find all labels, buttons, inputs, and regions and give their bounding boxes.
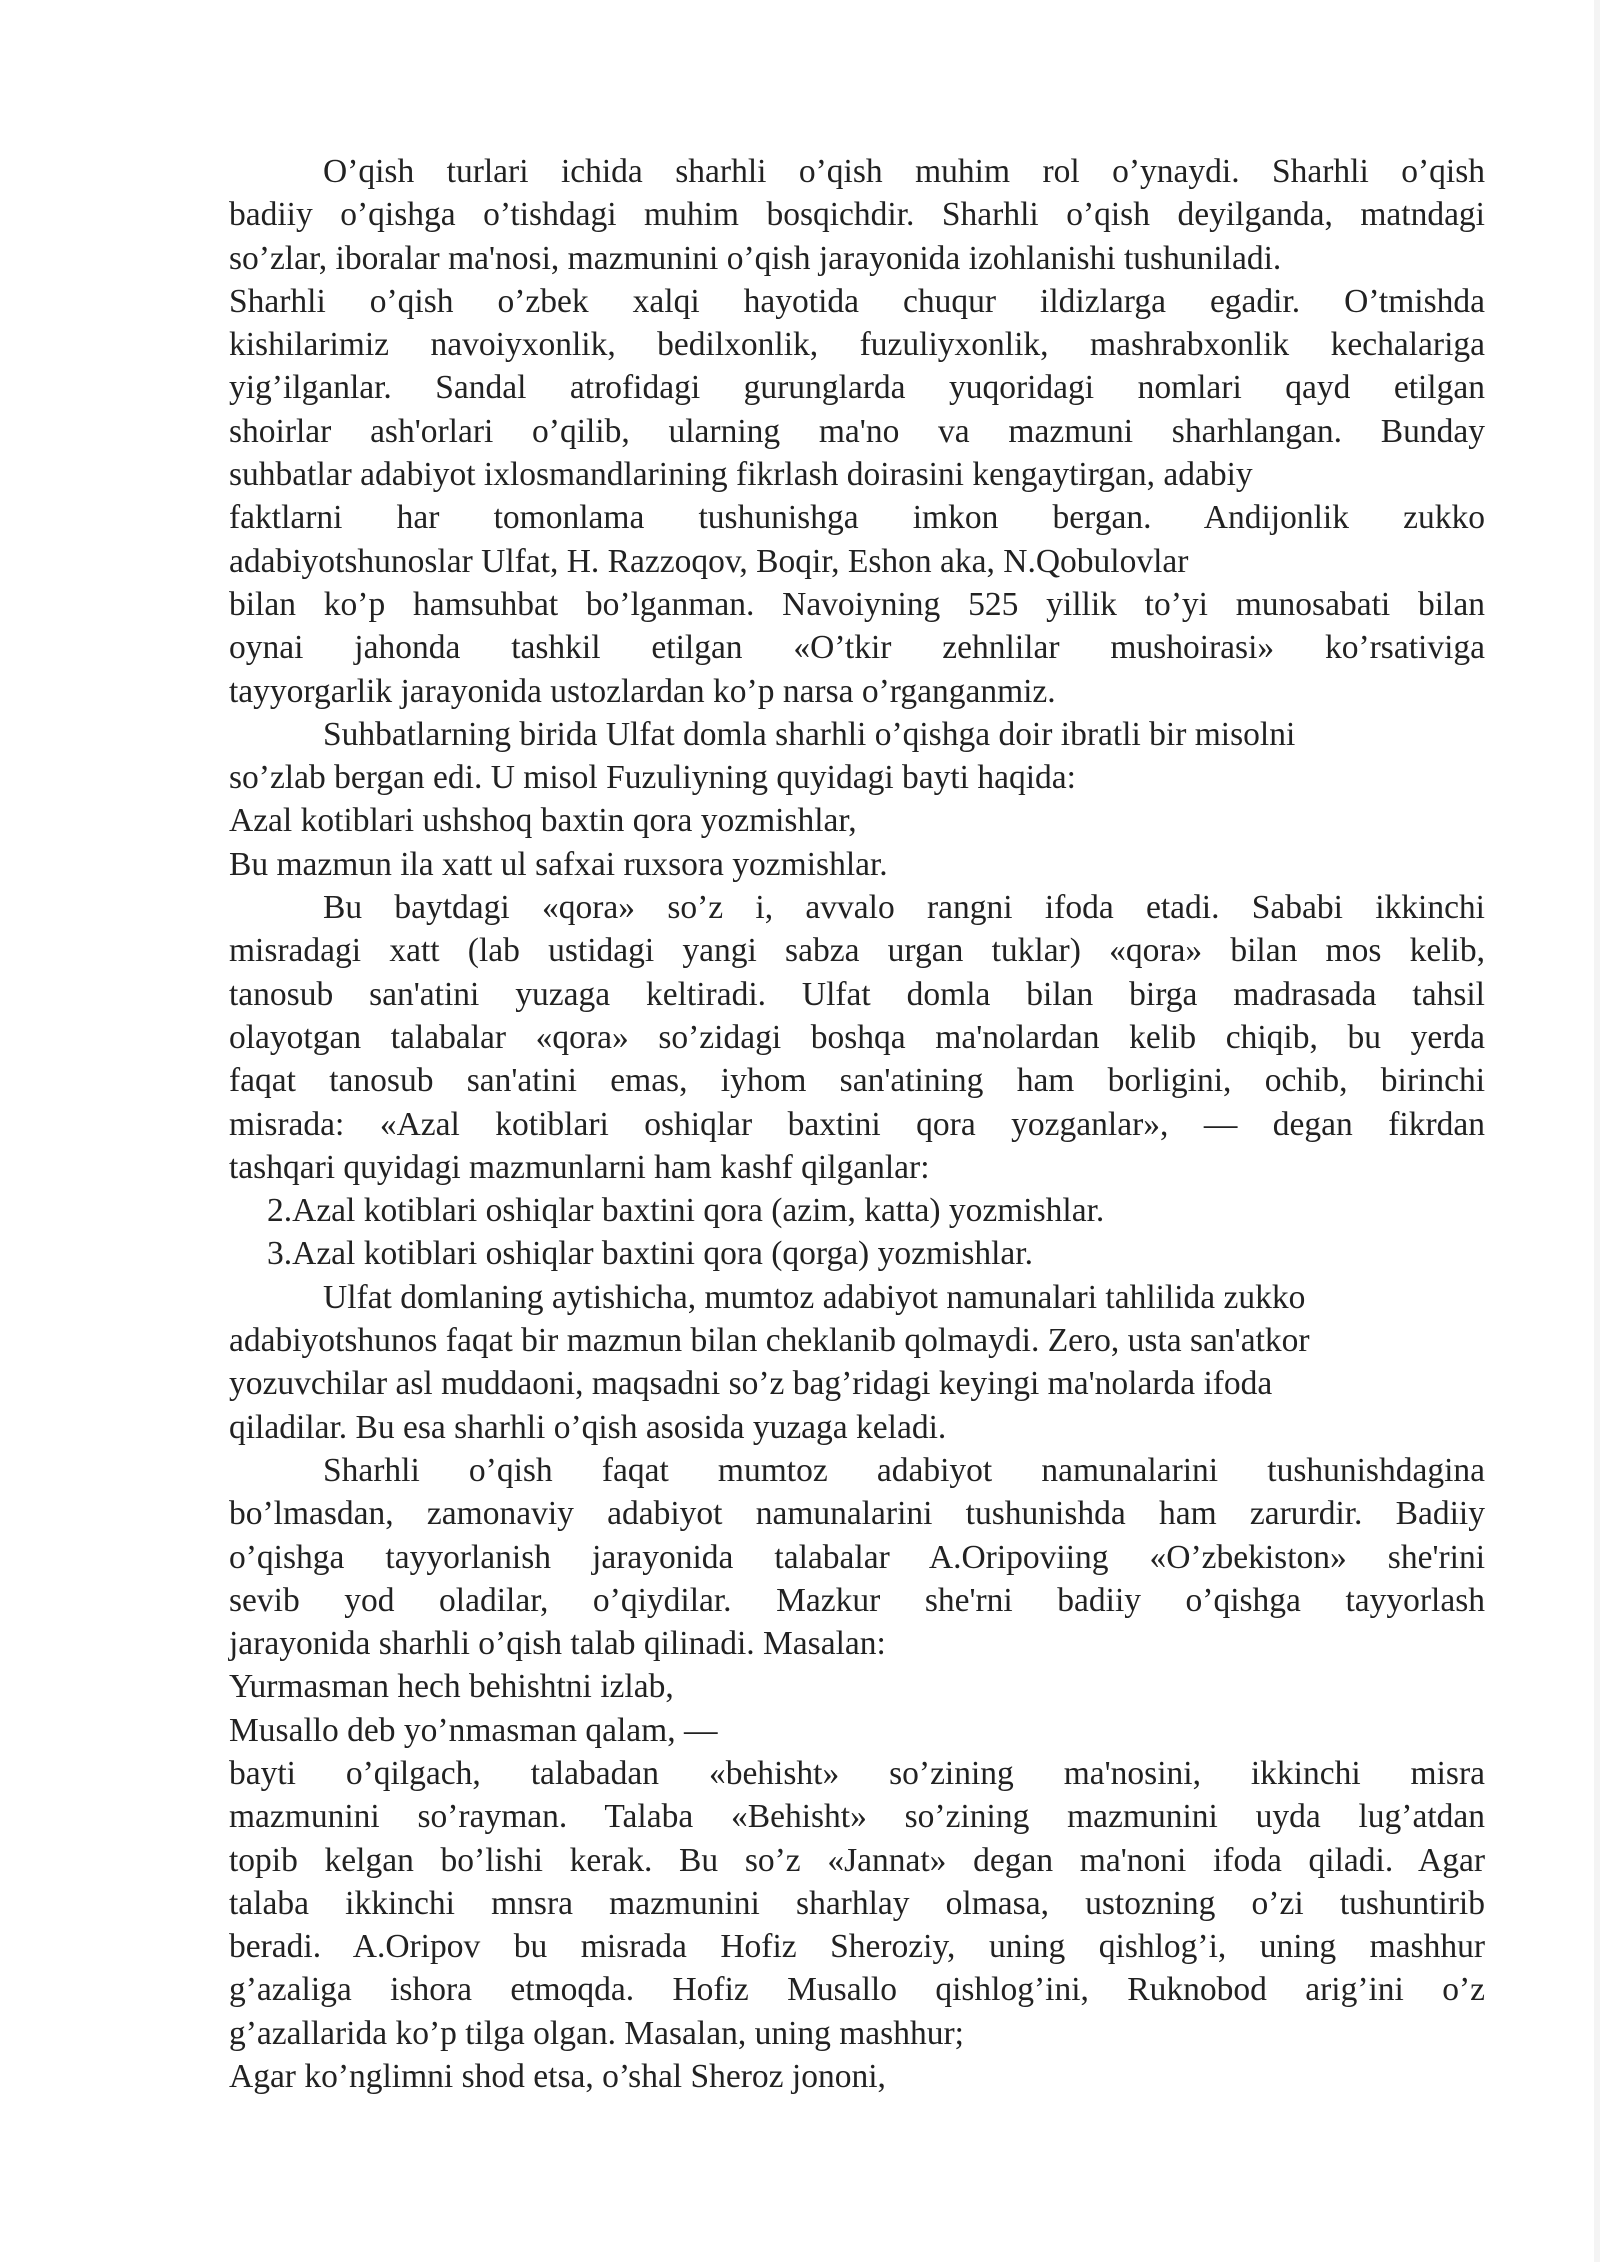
text-line: kishilarimiz navoiyxonlik, bedilxonlik, fuzuliyxonlik, mashrabxonlik kechalariga (229, 326, 1485, 364)
text-line: faktlarni har tomonlama tushunishga imkon bergan. Andijonlik zukko (229, 499, 1485, 537)
text-line: 2.Azal kotiblari oshiqlar baxtini qora (azim, katta) yozmishlar. (267, 1192, 1105, 1230)
text-line: g’azaliga ishora etmoqda. Hofiz Musallo qishlog’ini, Ruknobod arig’ini o’z (229, 1971, 1485, 2009)
text-line: suhbatlar adabiyot ixlosmandlarining fikrlash doirasini kengaytirgan, adabiy (229, 456, 1253, 494)
text-line: tashqari quyidagi mazmunlarni ham kashf qilganlar: (229, 1148, 930, 1186)
text-line: bo’lmasdan, zamonaviy adabiyot namunalarini tushunishda ham zarurdir. Badiiy (229, 1495, 1485, 1533)
text-line: misradagi xatt (lab ustidagi yangi sabza urgan tuklar) «qora» bilan mos kelib, (229, 932, 1485, 970)
text-line: beradi. A.Oripov bu misrada Hofiz Sheroziy, uning qishlog’i, uning mashhur (229, 1928, 1485, 1966)
text-line: Suhbatlarning birida Ulfat domla sharhli o’qishga doir ibratli bir misolni (323, 715, 1296, 753)
text-line: Bu baytdagi «qora» so’z i, avvalo rangni ifoda etadi. Sababi ikkinchi (323, 889, 1485, 927)
text-line: tayyorgarlik jarayonida ustozlardan ko’p narsa o’rganganmiz. (229, 672, 1056, 710)
text-line: adabiyotshunoslar Ulfat, H. Razzoqov, Boqir, Eshon aka, N.Qobulovlar (229, 542, 1189, 580)
text-line: badiiy o’qishga o’tishdagi muhim bosqichdir. Sharhli o’qish deyilganda, matndagi (229, 196, 1485, 234)
text-line: talaba ikkinchi mnsra mazmunini sharhlay olmasa, ustozning o’zi tushuntirib (229, 1884, 1485, 1922)
text-line: o’qishga tayyorlanish jarayonida talabalar A.Oripoviing «O’zbekiston» she'rini (229, 1538, 1485, 1576)
text-line: oynai jahonda tashkil etilgan «O’tkir zehnlilar mushoirasi» ko’rsativiga (229, 629, 1485, 667)
text-line: faqat tanosub san'atini emas, iyhom san'atining ham borligini, ochib, birinchi (229, 1062, 1485, 1100)
text-line: jarayonida sharhli o’qish talab qilinadi. Masalan: (229, 1625, 886, 1663)
text-line: Agar ko’nglimni shod etsa, o’shal Sheroz jononi, (229, 2058, 886, 2096)
text-line: Musallo deb yo’nmasman qalam, — (229, 1711, 718, 1749)
text-line: 3.Azal kotiblari oshiqlar baxtini qora (qorga) yozmishlar. (267, 1235, 1033, 1273)
text-line: adabiyotshunos faqat bir mazmun bilan cheklanib qolmaydi. Zero, usta san'atkor (229, 1322, 1310, 1360)
text-line: Yurmasman hech behishtni izlab, (229, 1668, 674, 1706)
text-line: olayotgan talabalar «qora» so’zidagi boshqa ma'nolardan kelib chiqib, bu yerda (229, 1018, 1485, 1056)
text-line: Sharhli o’qish faqat mumtoz adabiyot namunalarini tushunishdagina (323, 1451, 1485, 1489)
text-line: tanosub san'atini yuzaga keltiradi. Ulfat domla bilan birga madrasada tahsil (229, 975, 1485, 1013)
text-line: so’zlar, iboralar ma'nosi, mazmunini o’qish jarayonida izohlanishi tushuniladi. (229, 239, 1282, 277)
text-line: Bu mazmun ila xatt ul safxai ruxsora yozmishlar. (229, 845, 888, 883)
text-line: Azal kotiblari ushshoq baxtin qora yozmishlar, (229, 802, 857, 840)
document-page (229, 150, 1485, 2098)
text-line: Ulfat domlaning aytishicha, mumtoz adabiyot namunalari tahlilida zukko (323, 1278, 1306, 1316)
text-line: yig’ilganlar. Sandal atrofidagi gurunglarda yuqoridagi nomlari qayd etilgan (229, 369, 1485, 407)
text-line: sevib yod oladilar, o’qiydilar. Mazkur she'rni badiiy o’qishga tayyorlash (229, 1581, 1485, 1619)
text-line: shoirlar ash'orlari o’qilib, ularning ma'no va mazmuni sharhlangan. Bunday (229, 412, 1485, 450)
text-line: qiladilar. Bu esa sharhli o’qish asosida yuzaga keladi. (229, 1408, 947, 1446)
text-line: bayti o’qilgach, talabadan «behisht» so’zining ma'nosini, ikkinchi misra (229, 1754, 1485, 1792)
text-line: mazmunini so’rayman. Talaba «Behisht» so’zining mazmunini uyda lug’atdan (229, 1798, 1485, 1836)
text-line: topib kelgan bo’lishi kerak. Bu so’z «Jannat» degan ma'noni ifoda qiladi. Agar (229, 1841, 1485, 1879)
text-line: misrada: «Azal kotiblari oshiqlar baxtini qora yozganlar», — degan fikrdan (229, 1105, 1485, 1143)
text-line: g’azallarida ko’p tilga olgan. Masalan, uning mashhur; (229, 2014, 964, 2052)
text-line: O’qish turlari ichida sharhli o’qish muhim rol o’ynaydi. Sharhli o’qish (323, 153, 1485, 190)
page-edge-shadow (1594, 0, 1600, 2262)
text-line: so’zlab bergan edi. U misol Fuzuliyning quyidagi bayti haqida: (229, 759, 1076, 797)
text-line: bilan ko’p hamsuhbat bo’lganman. Navoiyning 525 yillik to’yi munosabati bilan (229, 585, 1485, 623)
text-line: yozuvchilar asl muddaoni, maqsadni so’z bag’ridagi keyingi ma'nolarda ifoda (229, 1365, 1273, 1403)
text-line: Sharhli o’qish o’zbek xalqi hayotida chuqur ildizlarga egadir. O’tmishda (229, 282, 1485, 320)
